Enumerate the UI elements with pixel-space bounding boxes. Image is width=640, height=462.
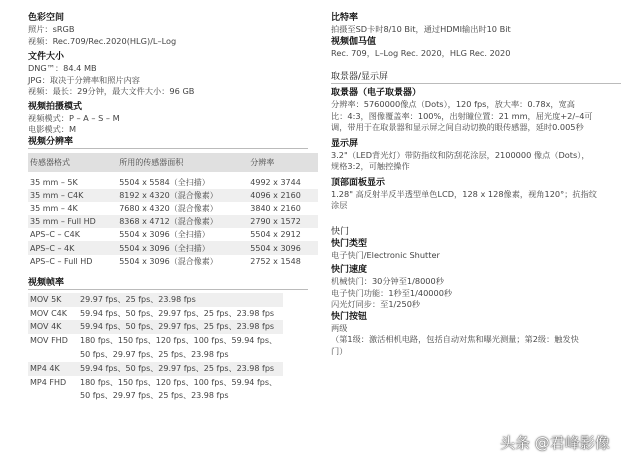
resolution-table [28, 153, 318, 268]
framerate-values [78, 376, 283, 404]
framerate-label: MP4 4K [28, 362, 78, 376]
table-row [28, 255, 318, 268]
framerate-title: 视频帧率 [28, 277, 308, 290]
framerate-label: MOV C4K [30, 308, 67, 318]
viewfinder-section-title: 取景器/显示屏 [331, 71, 621, 84]
framerate-table [28, 293, 283, 403]
table-cell: 2752 x 1548 [250, 256, 301, 266]
framerate-values: 59.94 fps、50 fps、29.97 fps、25 fps、23.98 fps [78, 320, 283, 334]
table-cell: 35 mm – 5K [30, 177, 78, 187]
table-cell: APS–C – 4K [28, 241, 117, 254]
shutter-speed-line: 机械快门：30分钟至1/8000秒 [331, 276, 444, 286]
resolution-header: 传感器格式 [28, 153, 117, 172]
table-cell: 4096 x 2160 [248, 189, 318, 202]
shutter-button-line: 两级 [331, 322, 348, 333]
table-cell: 5504 x 3096（混合像素） [119, 256, 218, 266]
resolution-title: 视频分辨率 [28, 136, 308, 149]
right-column [331, 0, 621, 357]
table-cell: APS–C – Full HD [30, 256, 93, 266]
table-row [28, 293, 283, 307]
table-row [28, 228, 318, 241]
viewfinder-title: 取景器（电子取景器） [331, 88, 422, 98]
framerate-values: 59.94 fps、50 fps、29.97 fps、25 fps、23.98 fps [80, 308, 275, 318]
shutter-button-title: 快门按钮 [331, 311, 368, 322]
table-cell: 5504 x 2912 [250, 230, 301, 240]
framerate-line: 50 fps、29.97 fps、25 fps、23.98 fps [80, 391, 229, 401]
file-size-dng: DNG™：84.4 MB [28, 63, 97, 73]
table-row [28, 334, 283, 362]
file-size-jpg: JPG：取决于分辨率和照片内容 [28, 74, 140, 85]
shutter-speed-title: 快门速度 [331, 265, 368, 275]
bitrate-title: 比特率 [331, 13, 359, 23]
viewfinder-line: 调，带用于在取景器和显示屏之间自动切换的眼传感器，延时0.005秒 [331, 122, 584, 132]
table-row [28, 202, 318, 215]
display-title: 显示屏 [331, 138, 359, 149]
top-display-line: 涂层 [331, 200, 348, 210]
framerate-label: MOV 5K [28, 293, 78, 307]
display-line: 规格3:2，可触控操作 [331, 161, 410, 171]
table-cell: 5504 x 3096 [248, 241, 318, 254]
table-cell: APS–C – C4K [30, 230, 80, 240]
resolution-header: 所用的传感器面积 [117, 153, 248, 172]
exposure-modes-title: 视频拍摄模式 [28, 101, 83, 112]
table-cell: 5504 x 3096（全扫描） [119, 230, 210, 240]
table-cell: 7680 x 4320（混合像素） [119, 203, 218, 213]
display-line: 3.2"（LED背光灯）带防指纹和防刮花涂层，2100000 像点（Dots）， [331, 149, 590, 160]
table-row [28, 189, 318, 202]
table-row [28, 307, 283, 321]
framerate-values [78, 334, 283, 362]
table-cell: 2790 x 1572 [248, 215, 318, 228]
table-cell: 35 mm – C4K [28, 189, 117, 202]
file-size-video: 视频：最长：29分钟，最大文件大小：96 GB [28, 86, 195, 96]
top-display-title: 顶部面板显示 [331, 177, 386, 188]
table-cell: 4992 x 3744 [250, 177, 301, 187]
left-column [28, 0, 308, 403]
shutter-button-line: 门） [331, 345, 348, 356]
table-cell: 35 mm – Full HD [28, 215, 117, 228]
color-space-photo: 照片：sRGB [28, 24, 75, 34]
shutter-speed-line: 闪光灯同步：至1/250秒 [331, 299, 421, 309]
framerate-values: 29.97 fps、25 fps、23.98 fps [78, 293, 283, 307]
framerate-line: 180 fps、150 fps、120 fps、100 fps、59.94 fps、 [80, 377, 278, 387]
table-row [28, 241, 318, 254]
resolution-header-row [28, 153, 318, 172]
gamma-value: Rec. 709，L–Log Rec. 2020，HLG Rec. 2020 [331, 47, 511, 58]
watermark: 头条 @君峰影像 [500, 434, 610, 452]
framerate-label: MOV 4K [28, 320, 78, 334]
color-space-title: 色彩空间 [28, 13, 65, 23]
table-row [28, 215, 318, 228]
framerate-label: MP4 FHD [30, 377, 67, 387]
table-cell: 3840 x 2160 [250, 203, 301, 213]
table-cell: 8368 x 4712（混合像素） [117, 215, 248, 228]
shutter-section-title: 快门 [331, 226, 350, 237]
framerate-line: 180 fps、150 fps、120 fps、100 fps、59.94 fps、 [80, 336, 278, 346]
bitrate-value: 拍摄至SD卡时8/10 Bit，通过HDMI输出时10 Bit [331, 24, 511, 34]
table-row [28, 362, 283, 376]
viewfinder-line: 分辨率：5760000像点（Dots），120 fps，放大率：0.78x，宽高 [331, 99, 575, 109]
exposure-cine-mode: 电影模式：M [28, 124, 77, 134]
table-cell: 35 mm – 4K [30, 203, 78, 213]
shutter-type-value: 电子快门/Electronic Shutter [331, 249, 440, 260]
table-cell: 5504 x 5584（全扫描） [119, 177, 210, 187]
shutter-speed-line: 电子快门功能：1秒至1/40000秒 [331, 287, 453, 298]
file-size-title: 文件大小 [28, 52, 65, 62]
color-space-video: 视频：Rec.709/Rec.2020(HLG)/L–Log [28, 35, 177, 46]
viewfinder-line: 比：4:3，图像覆盖率：100%，出射瞳位置：21 mm，屈光度+2/–4可 [331, 110, 593, 121]
resolution-header: 分辨率 [248, 153, 318, 172]
exposure-video-mode: 视频模式：P – A – S – M [28, 112, 120, 123]
gamma-title: 视频伽马值 [331, 36, 377, 47]
framerate-values: 59.94 fps、50 fps、29.97 fps、25 fps、23.98 fps [78, 362, 283, 376]
framerate-label: MOV FHD [30, 336, 68, 346]
table-row [28, 376, 283, 404]
shutter-type-title: 快门类型 [331, 238, 368, 249]
table-row [28, 176, 318, 189]
shutter-button-line: （第1级：激活相机电路，包括自动对焦和曝光测量；第2级：触发快 [331, 334, 579, 344]
table-cell: 8192 x 4320（混合像素） [117, 189, 248, 202]
table-row [28, 320, 283, 334]
framerate-line: 50 fps、29.97 fps、25 fps、23.98 fps [80, 350, 229, 359]
table-cell: 5504 x 3096（全扫描） [117, 241, 248, 254]
top-display-line: 1.28" 高反射半反半透型单色LCD，128 x 128像素，视角120°；抗指纹 [331, 188, 597, 199]
